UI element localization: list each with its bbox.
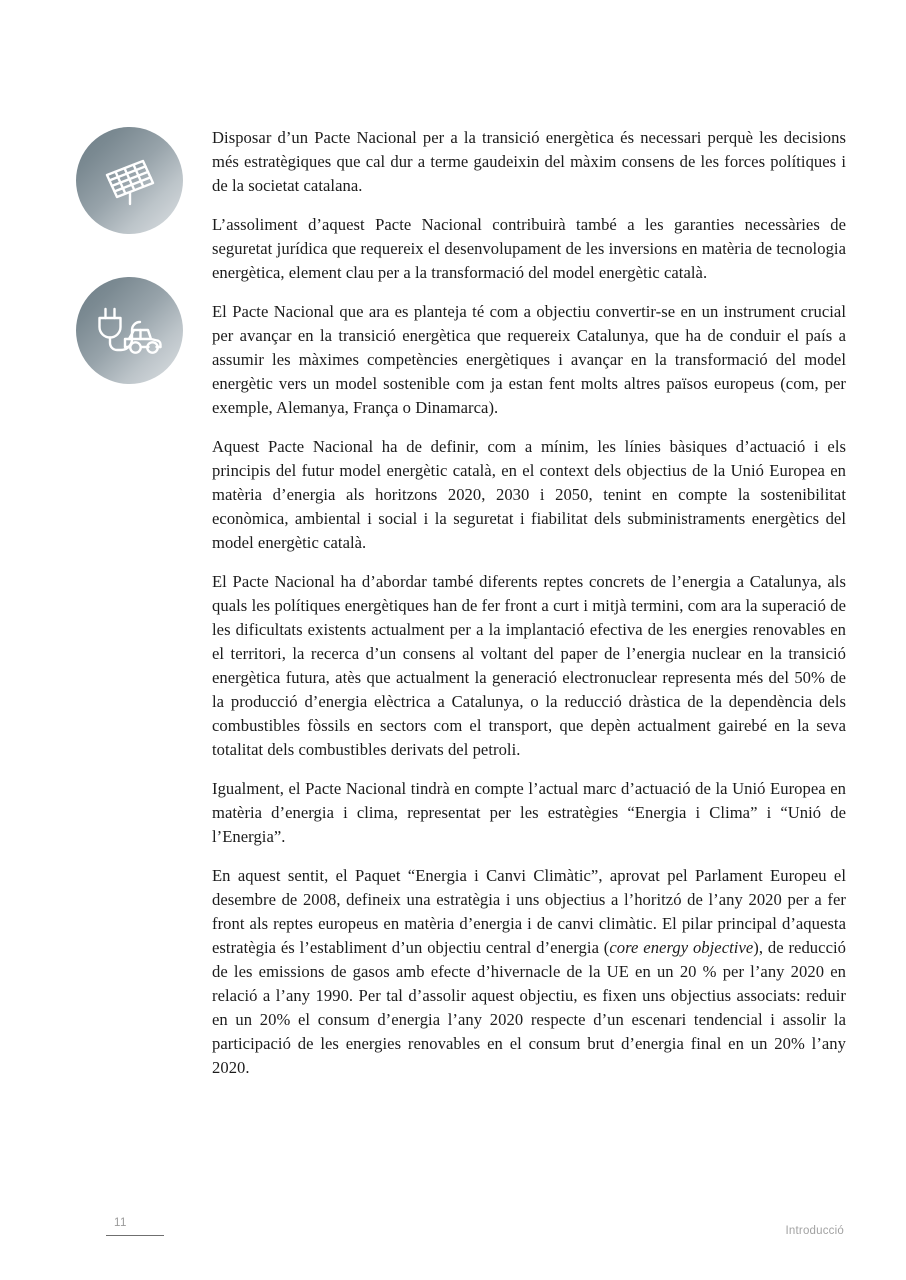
paragraph-6: Igualment, el Pacte Nacional tindrà en compte l’actual marc d’actuació de la Unió Europea en matèria d’energia i clima, representat per les estratègies “Energia i Clima” i “Unió de l’Energia”. xyxy=(212,778,846,846)
solar-panel-icon xyxy=(76,127,183,234)
paragraph-7 xyxy=(212,864,846,1081)
page-number: 11 xyxy=(114,1217,127,1229)
icon-column xyxy=(76,127,186,384)
section-label: Introducció xyxy=(785,1225,844,1237)
paragraph-7-part-1: En aquest sentit, el Paquet “Energia i Canvi Climàtic”, aprovat pel Parlament Europeu el desembre de 2008, defineix una estratègia i uns objectius a l’horitzó de l’any 2020 per a fer front als reptes europeus en matèria d’energia i de canvi climàtic. El pilar principal d’aquesta estratègia és l’establiment d’un objectiu central d’energia ( xyxy=(212,865,846,957)
paragraph-2: L’assoliment d’aquest Pacte Nacional contribuirà també a les garanties necessàries de seguretat jurídica que requereix el desenvolupament de les inversions en matèria de tecnologia energètica, element clau per a la transformació del model energètic català. xyxy=(212,214,846,282)
paragraph-7-italic-term: core energy objective xyxy=(609,937,754,957)
paragraph-4: Aquest Pacte Nacional ha de definir, com a mínim, les línies bàsiques d’actuació i els principis del futur model energètic català, en el context dels objectius de la Unió Europea en matèria d’energia als horitzons 2020, 2030 i 2050, tenint en compte la sostenibilitat econòmica, ambiental i social i la seguretat i fiabilitat dels subministraments energètics del model energètic català. xyxy=(212,436,846,552)
electric-vehicle-charging-icon xyxy=(76,277,183,384)
paragraph-7-part-2: ), de reducció de les emissions de gasos amb efecte d’hivernacle de la UE en un 20 % per l’any 2020 en relació a l’any 1990. Per tal d’assolir aquest objectiu, es fixen uns objectius associats: reduir en un 20% el consum d’energia l’any 2020 respecte d’un escenari tendencial i assolir la participació de les energies renovables en el consum brut d’energia final en un 20% l’any 2020. xyxy=(212,937,846,1078)
paragraph-3: El Pacte Nacional que ara es planteja té com a objectiu convertir-se en un instrument crucial per avançar en la transició energètica que requereix Catalunya, que ha de conduir el país a assumir les màximes competències energètiques i avançar en la transformació del model energètic vers un model sostenible com ja estan fent molts altres països europeus (com, per exemple, Alemanya, França o Dinamarca). xyxy=(212,301,846,417)
paragraph-5: El Pacte Nacional ha d’abordar també diferents reptes concrets de l’energia a Catalunya, als quals les polítiques energètiques han de fer front a curt i mitjà termini, com ara la superació de les dificultats existents actualment per a la implantació efectiva de les energies renovables en el territori, la recerca d’un consens al voltant del paper de l’energia nuclear en la transició energètica futura, atès que actualment la generació electronuclear representa més del 50% de la producció d’energia elèctrica a Catalunya, o la reducció dràstica de la dependència dels combustibles fòssils en sectors com el transport, que depèn actualment gairebé en la seva totalitat dels combustibles derivats del petroli. xyxy=(212,571,846,760)
footer-rule xyxy=(106,1235,164,1236)
paragraph-1: Disposar d’un Pacte Nacional per a la transició energètica és necessari perquè les decisions més estratègiques que cal dur a terme gaudeixin del màxim consens de les forces polítiques i de la societat catalana. xyxy=(212,128,846,196)
footer-left xyxy=(106,1216,256,1236)
body-content xyxy=(212,126,846,1080)
